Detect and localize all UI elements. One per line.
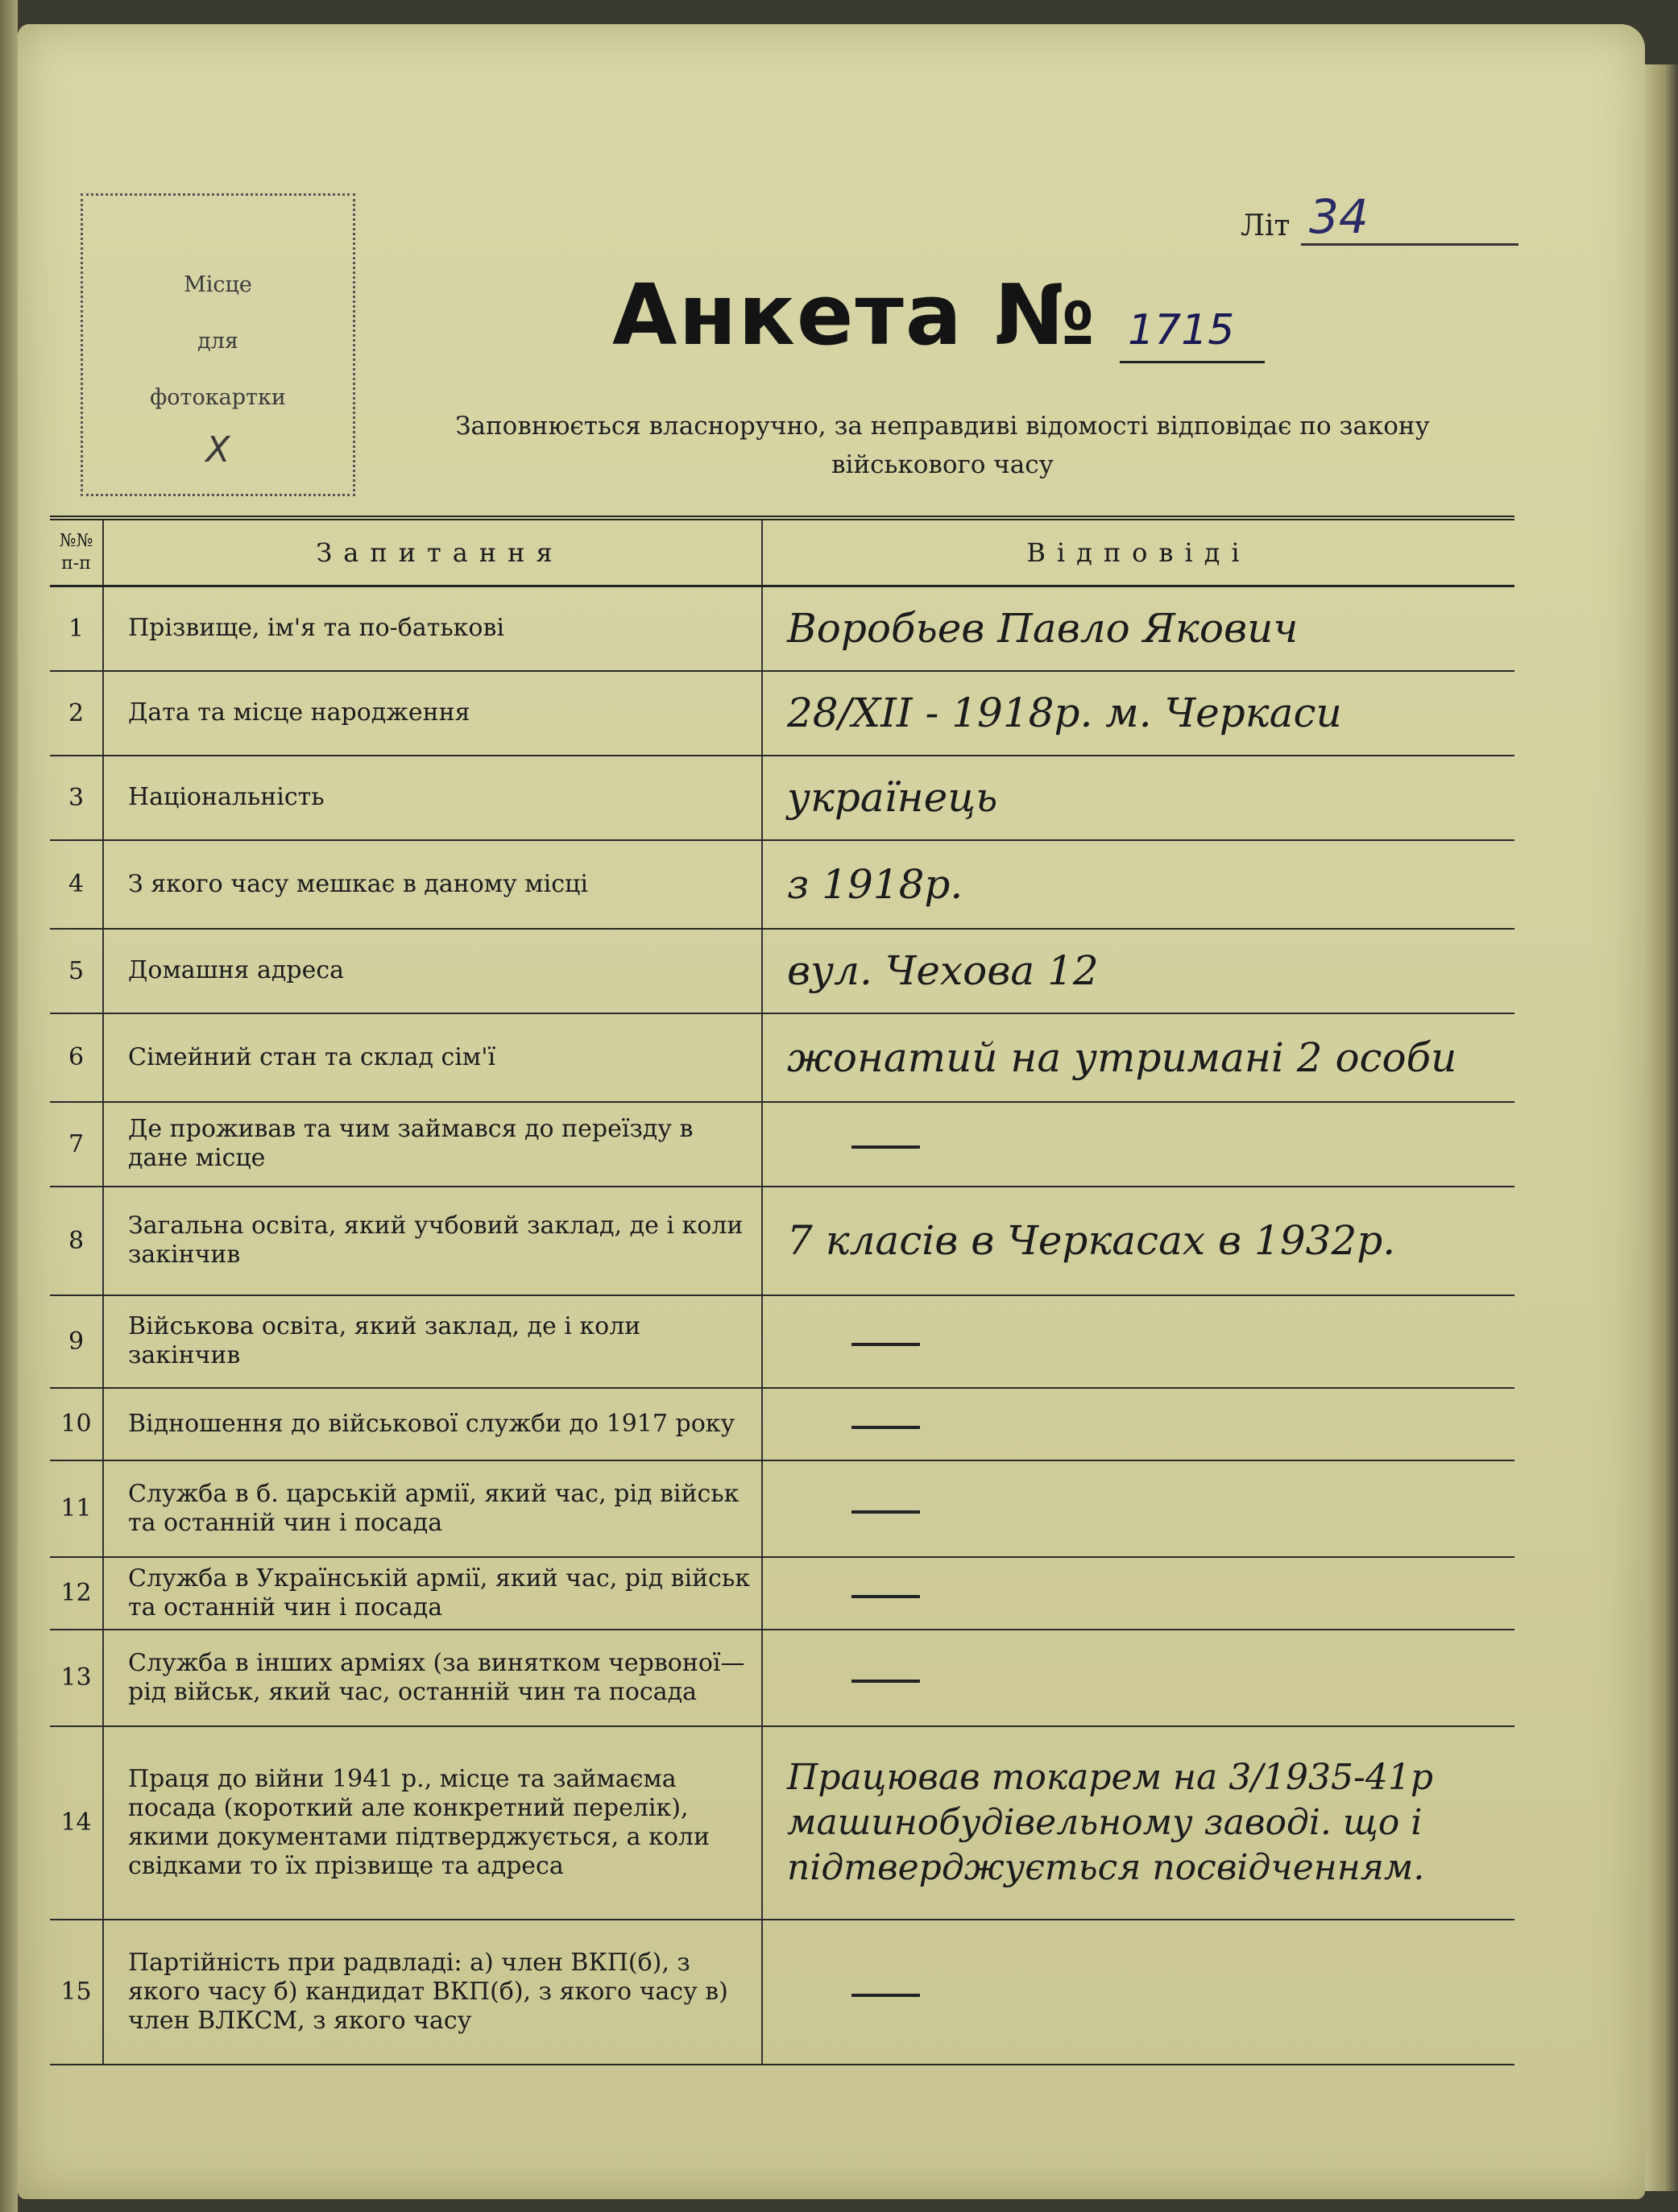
row-number: 1 — [50, 586, 103, 671]
row-answer — [762, 1388, 1514, 1460]
row-number: 5 — [50, 929, 103, 1013]
row-answer — [762, 1630, 1514, 1726]
row-question: Дата та місце народження — [103, 671, 762, 756]
empty-answer-dash — [851, 1994, 920, 1997]
table-row — [50, 1102, 1514, 1187]
row-question: З якого часу мешкає в даному місці — [103, 840, 762, 929]
form-title: Анкета № — [612, 266, 1097, 364]
row-answer — [762, 1920, 1514, 2065]
row-number: 15 — [50, 1920, 103, 2065]
table-row — [50, 756, 1514, 840]
table-row — [50, 1013, 1514, 1102]
row-answer: 28/XII - 1918р. м. Черкаси — [762, 671, 1514, 756]
header-number: №№ п-п — [50, 518, 103, 586]
subtitle-line-2: військового часу — [831, 450, 1054, 479]
row-number: 13 — [50, 1630, 103, 1726]
table-row — [50, 840, 1514, 929]
row-question: Партійність при радвладі: а) член ВКП(б), з якого часу б) кандидат ВКП(б), з якого часу в) член ВЛКСМ, з якого часу — [103, 1920, 762, 2065]
form-subtitle — [379, 407, 1506, 484]
row-number: 2 — [50, 671, 103, 756]
row-answer: Воробьев Павло Якович — [762, 586, 1514, 671]
row-number: 12 — [50, 1557, 103, 1630]
photo-label-3: фотокартки — [150, 385, 286, 410]
table-row — [50, 1388, 1514, 1460]
empty-answer-dash — [851, 1595, 920, 1598]
row-answer — [762, 1557, 1514, 1630]
row-question: Відношення до військової служби до 1917 року — [103, 1388, 762, 1460]
row-question: Служба в Українській армії, який час, рід військ та останній чин і посада — [103, 1557, 762, 1630]
photo-mark: X — [205, 429, 230, 470]
table-row — [50, 1726, 1514, 1920]
row-answer — [762, 1460, 1514, 1557]
row-number: 7 — [50, 1102, 103, 1187]
row-number: 4 — [50, 840, 103, 929]
row-question: Загальна освіта, який учбовий заклад, де і коли закінчив — [103, 1187, 762, 1295]
table-row — [50, 1460, 1514, 1557]
subtitle-line-1: Заповнюється власноручно, за неправдиві відомості відповідає по закону — [455, 412, 1430, 441]
header-question: Запитання — [103, 518, 762, 586]
questionnaire-table — [50, 516, 1514, 2065]
empty-answer-dash — [851, 1426, 920, 1429]
form-number: 1715 — [1128, 306, 1235, 354]
row-question: Служба в інших арміях (за винятком червоної—рід військ, який час, останній чин та посада — [103, 1630, 762, 1726]
photo-label-1: Місце — [184, 272, 252, 297]
table-header-row — [50, 518, 1514, 586]
empty-answer-dash — [851, 1343, 920, 1346]
row-answer: 7 класів в Черкасах в 1932р. — [762, 1187, 1514, 1295]
row-question: Домашня адреса — [103, 929, 762, 1013]
photo-placeholder — [81, 193, 355, 496]
row-number: 8 — [50, 1187, 103, 1295]
table-row — [50, 1295, 1514, 1388]
table-row — [50, 1630, 1514, 1726]
row-question: Військова освіта, який заклад, де і коли закінчив — [103, 1295, 762, 1388]
sheet-number: 34 — [1309, 189, 1369, 244]
table-row — [50, 671, 1514, 756]
row-number: 14 — [50, 1726, 103, 1920]
row-number: 10 — [50, 1388, 103, 1460]
binding-edge — [0, 0, 18, 2212]
table-row — [50, 1920, 1514, 2065]
row-answer — [762, 1102, 1514, 1187]
row-question: Прізвище, ім'я та по-батькові — [103, 586, 762, 671]
page-stack-edge — [1645, 64, 1678, 2191]
row-question: Сімейний стан та склад сім'ї — [103, 1013, 762, 1102]
empty-answer-dash — [851, 1510, 920, 1514]
empty-answer-dash — [851, 1145, 920, 1149]
table-row — [50, 586, 1514, 671]
row-answer: вул. Чехова 12 — [762, 929, 1514, 1013]
table-row — [50, 1187, 1514, 1295]
table-row — [50, 929, 1514, 1013]
row-question: Служба в б. царській армії, який час, рід військ та останній чин і посада — [103, 1460, 762, 1557]
row-number: 6 — [50, 1013, 103, 1102]
header-answer: Відповіді — [762, 518, 1514, 586]
empty-answer-dash — [851, 1680, 920, 1683]
row-answer: Працював токарем на 3/1935-41р машинобудівельному заводі. що і підтверджується посвідченням. — [762, 1726, 1514, 1920]
row-question: Національність — [103, 756, 762, 840]
sheet-label: Літ — [1241, 209, 1291, 242]
row-answer: українець — [762, 756, 1514, 840]
row-answer: з 1918р. — [762, 840, 1514, 929]
row-number: 11 — [50, 1460, 103, 1557]
row-number: 9 — [50, 1295, 103, 1388]
row-answer: жонатий на утримані 2 особи — [762, 1013, 1514, 1102]
photo-label-2: для — [197, 329, 238, 354]
form-number-line — [1120, 361, 1265, 363]
row-number: 3 — [50, 756, 103, 840]
row-question: Де проживав та чим займався до переїзду в дане місце — [103, 1102, 762, 1187]
table-row — [50, 1557, 1514, 1630]
row-question: Праця до війни 1941 р., місце та займаєма посада (короткий але конкретний перелік), якими документами підтверджується, а коли свідками то їх прізвище та адреса — [103, 1726, 762, 1920]
row-answer — [762, 1295, 1514, 1388]
